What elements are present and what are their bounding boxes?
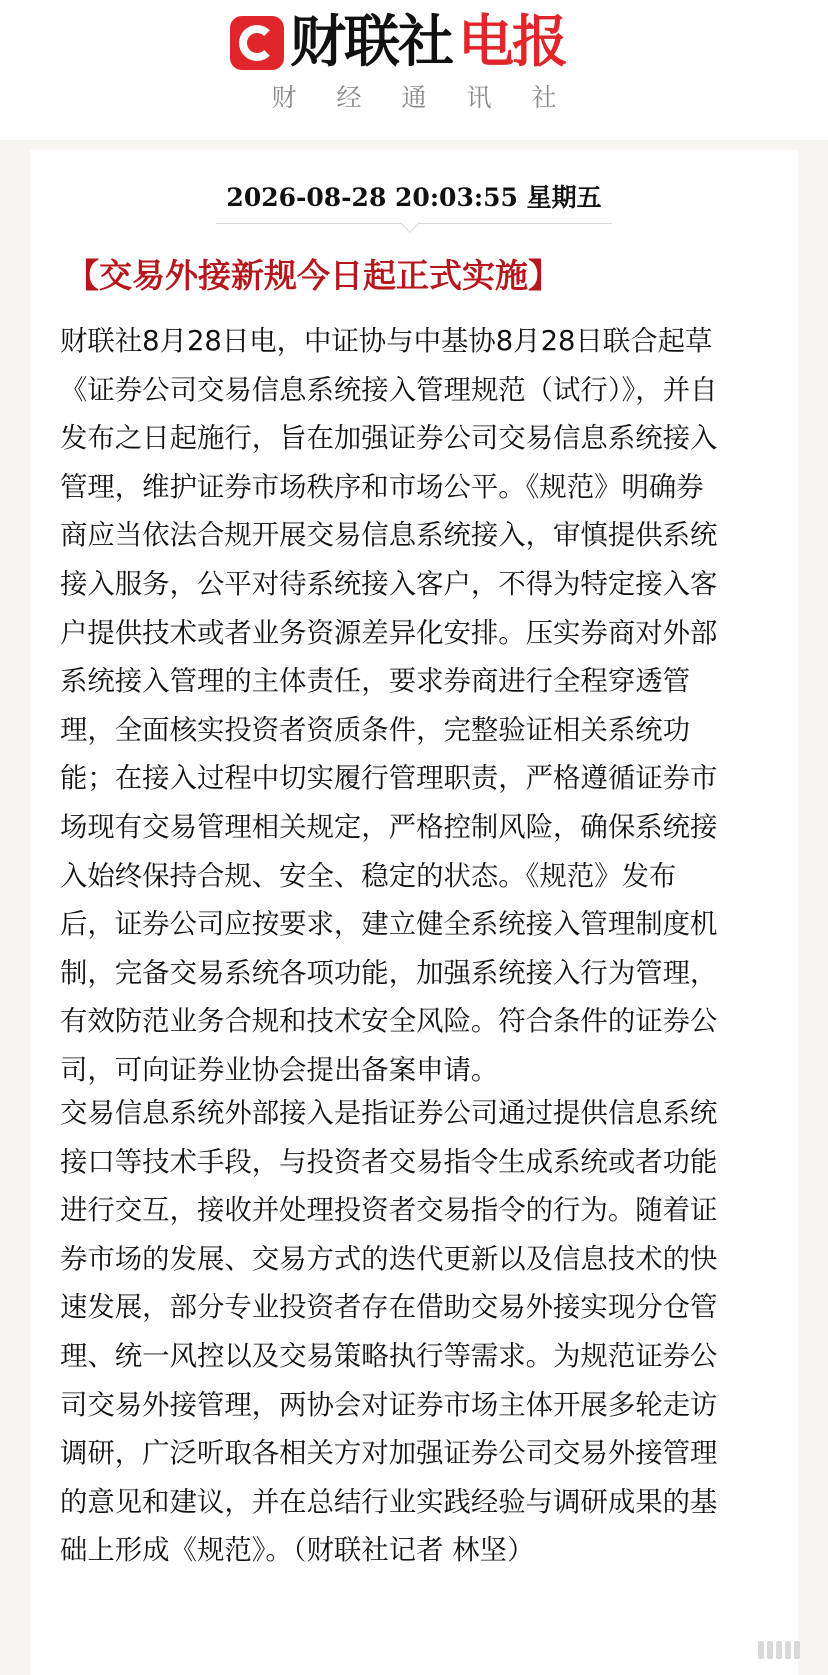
article-title: 【交易外接新规今日起正式实施】 — [66, 256, 561, 295]
brand-name: 财联社 — [290, 10, 452, 75]
article-paragraph-1: 财联社8月28日电，中证协与中基协8月28日联合起草《证券公司交易信息系统接入管理规范（试行）》，并自发布之日起施行，旨在加强证券公司交易信息系统接入管理，维护证券市场秩序和市场公平。《规范》明确券商应当依法合规开展交易信息系统接入，审慎提供系统接入服务，公平对待系统接入客户，不得为特定接入客户提供技术或者业务资源差异化安排。压实券商对外部系统接入管理的主体责任，要求券商进行全程穿透管理，全面核实投资者资质条件，完整验证相关系统功能；在接入过程中切实履行管理职责，严格遵循证券市场现有交易管理相关规定，严格控制风险，确保系统接入始终保持合规、安全、稳定的状态。《规范》发布后，证券公司应按要求，建立健全系统接入管理制度机制，完备交易系统各项功能，加强系统接入行为管理，有效防范业务合规和技术安全风险。符合条件的证券公司，可向证券业协会提出备案申请。 — [60, 326, 718, 1086]
tagline: 财经通讯社 — [271, 83, 597, 112]
brand-logo — [230, 12, 566, 74]
brand-accent: 电报 — [458, 10, 566, 75]
article-datetime: 2026-08-28 20:03:55 星期五 — [226, 183, 602, 212]
article-paragraph-2: 交易信息系统外部接入是指证券公司通过提供信息系统接口等技术手段，与投资者交易指令生成系统或者功能进行交互，接收并处理投资者交易指令的行为。随着证券市场的发展、交易方式的迭代更新以及信息技术的快速发展，部分专业投资者存在借助交易外接实现分仓管理、统一风控以及交易策略执行等需求。为规范证券公司交易外接管理，两协会对证券市场主体开展多轮走访调研，广泛听取各相关方对加强证券公司交易外接管理的意见和建议，并在总结行业实践经验与调研成果的基础上形成《规范》。（财联社记者 林坚） — [60, 1098, 718, 1567]
watermark-icon — [758, 1641, 800, 1659]
cls-logo-icon — [230, 16, 284, 70]
masthead — [0, 0, 828, 140]
